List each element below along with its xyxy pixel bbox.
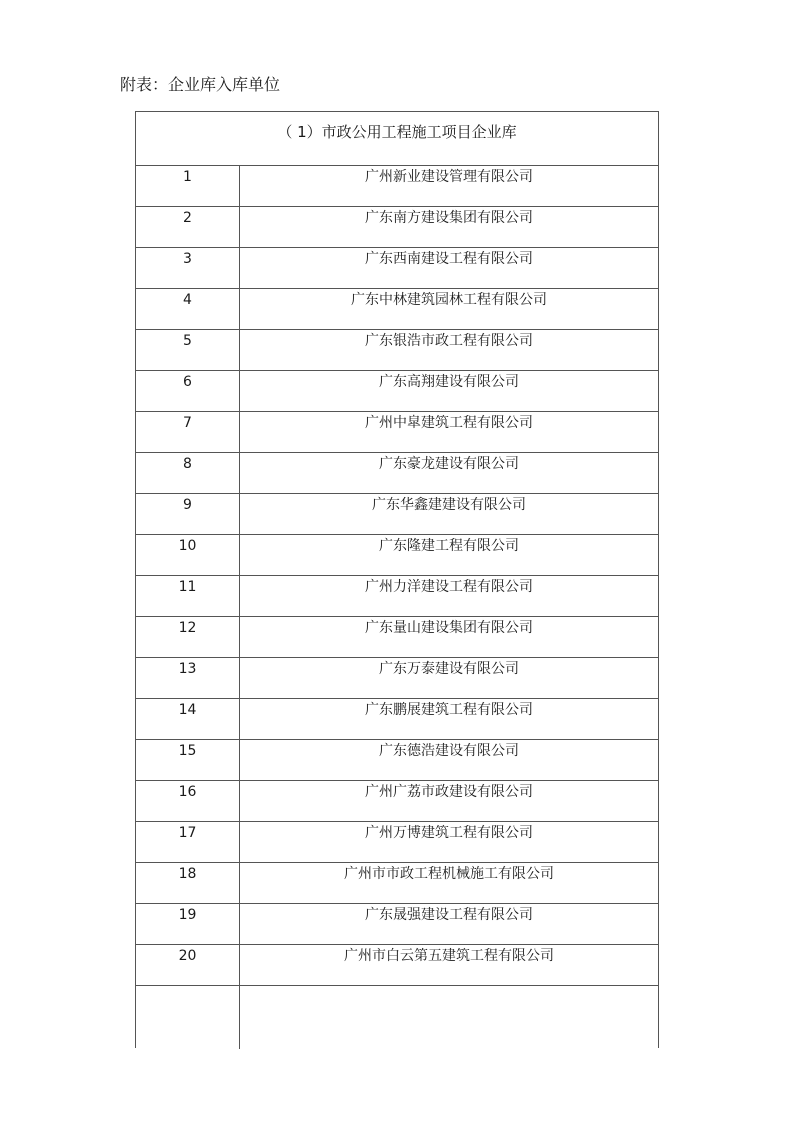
row-number: 11 <box>178 579 197 595</box>
table-row <box>136 699 658 740</box>
row-number: 14 <box>178 702 197 718</box>
table-row <box>136 904 658 945</box>
company-name: 广东隆建工程有限公司 <box>379 538 519 554</box>
company-name: 广州力洋建设工程有限公司 <box>365 579 533 595</box>
table-row <box>136 740 658 781</box>
row-number: 17 <box>178 825 197 841</box>
table-title: （ 1）市政公用工程施工项目企业库 <box>136 112 658 166</box>
row-number: 7 <box>183 415 192 431</box>
table-row <box>136 945 658 986</box>
table-row <box>136 289 658 330</box>
table-row <box>136 781 658 822</box>
row-number: 10 <box>178 538 197 554</box>
table-row <box>136 166 658 207</box>
row-number: 5 <box>183 333 192 349</box>
company-name: 广东晟强建设工程有限公司 <box>365 907 533 923</box>
row-number: 15 <box>178 743 197 759</box>
company-name: 广东南方建设集团有限公司 <box>365 210 533 226</box>
company-name: 广东豪龙建设有限公司 <box>379 456 519 472</box>
table-row <box>136 371 658 412</box>
company-name: 广东量山建设集团有限公司 <box>365 620 533 636</box>
table-row <box>136 207 658 248</box>
row-number: 20 <box>178 948 197 964</box>
enterprise-table <box>135 111 659 1048</box>
table-row <box>136 330 658 371</box>
table-row <box>136 822 658 863</box>
table-row <box>136 576 658 617</box>
row-number: 13 <box>178 661 197 677</box>
row-number: 12 <box>178 620 197 636</box>
company-name: 广州新业建设管理有限公司 <box>365 169 533 185</box>
company-name: 广州广荔市政建设有限公司 <box>365 784 533 800</box>
page-heading: 附表：企业库入库单位 <box>120 75 281 94</box>
row-number: 1 <box>183 169 192 185</box>
table-row <box>136 617 658 658</box>
company-name: 广东万泰建设有限公司 <box>379 661 519 677</box>
row-number: 9 <box>183 497 192 513</box>
row-number: 19 <box>178 907 197 923</box>
company-name: 广东华鑫建建设有限公司 <box>372 497 526 513</box>
company-name: 广州万博建筑工程有限公司 <box>365 825 533 841</box>
row-number: 8 <box>183 456 192 472</box>
table-row <box>136 658 658 699</box>
row-number: 18 <box>178 866 197 882</box>
row-number: 16 <box>178 784 197 800</box>
table-row <box>136 453 658 494</box>
empty-table-row <box>136 986 658 1028</box>
table-row <box>136 248 658 289</box>
company-name: 广东西南建设工程有限公司 <box>365 251 533 267</box>
row-number: 2 <box>183 210 192 226</box>
table-row <box>136 863 658 904</box>
row-number: 6 <box>183 374 192 390</box>
row-number: 4 <box>183 292 192 308</box>
row-number: 3 <box>183 251 192 267</box>
company-name: 广东德浩建设有限公司 <box>379 743 519 759</box>
company-name: 广东银浩市政工程有限公司 <box>365 333 533 349</box>
table-row <box>136 494 658 535</box>
company-name: 广州中皐建筑工程有限公司 <box>365 415 533 431</box>
table-row <box>136 412 658 453</box>
company-name: 广州市白云第五建筑工程有限公司 <box>344 948 554 964</box>
company-name: 广东中林建筑园林工程有限公司 <box>351 292 547 308</box>
table-row <box>136 535 658 576</box>
company-name: 广东鹏展建筑工程有限公司 <box>365 702 533 718</box>
company-name: 广州市市政工程机械施工有限公司 <box>344 866 554 882</box>
company-name: 广东高翔建设有限公司 <box>379 374 519 390</box>
